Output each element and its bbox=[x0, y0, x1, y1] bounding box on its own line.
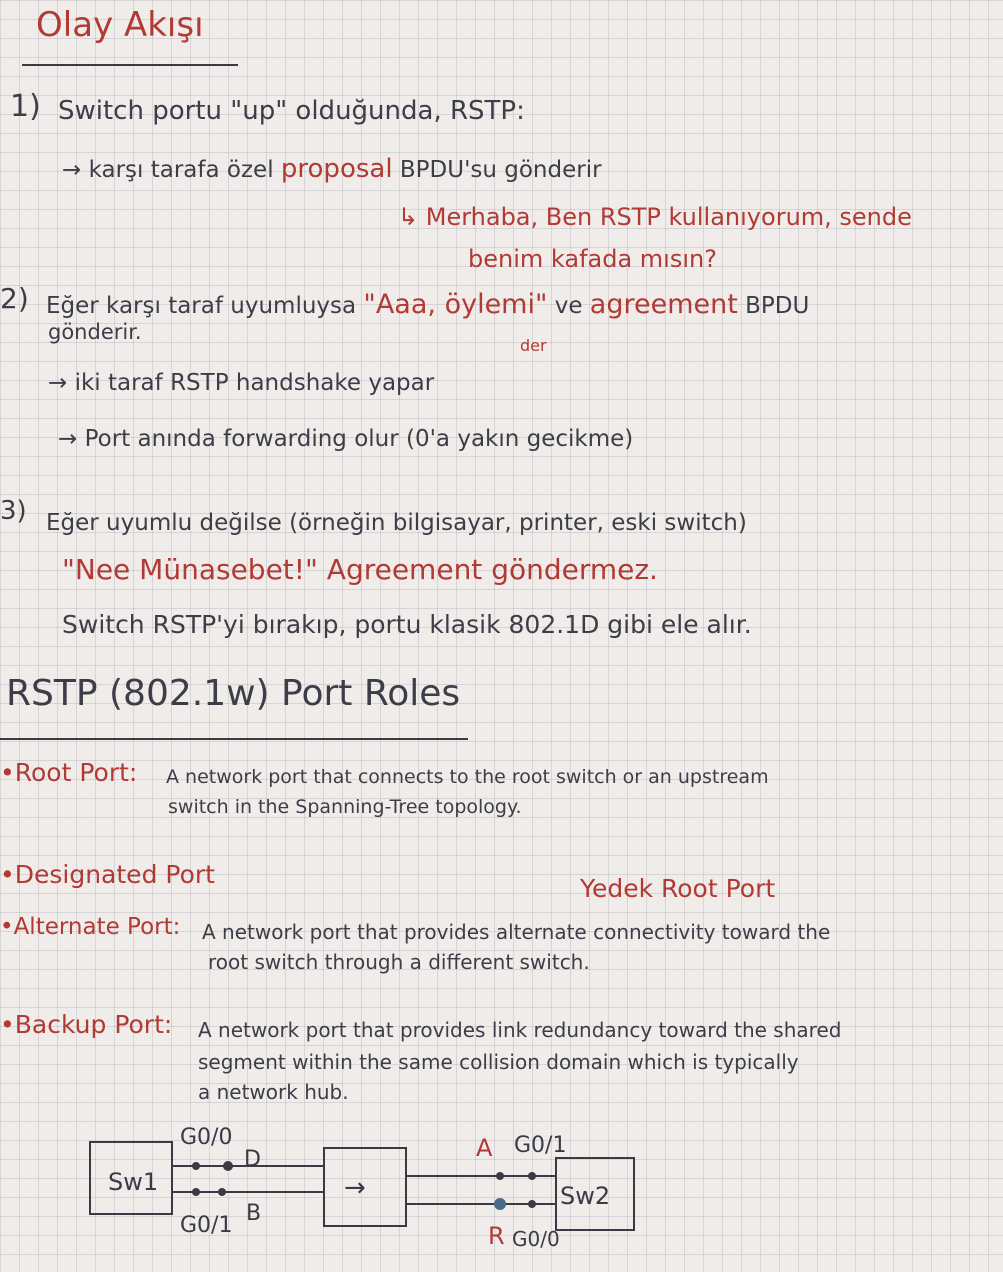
step2-number: 2) bbox=[0, 282, 29, 315]
step2-arrow-2: → Port anında forwarding olur (0'a yakın gecikme) bbox=[58, 426, 634, 452]
sw1-top-port-label: G0/0 bbox=[180, 1125, 233, 1150]
step3-number: 3) bbox=[0, 496, 27, 526]
step1-number: 1) bbox=[10, 89, 41, 124]
step3-text-1: Eğer uyumlu değilse (örneğin bilgisayar, printer, eski switch) bbox=[46, 510, 747, 536]
sw1-label: Sw1 bbox=[108, 1168, 159, 1196]
backup-port-desc-2: segment within the same collision domain which is typically bbox=[198, 1050, 799, 1074]
sw1-bottom-port-dot-2 bbox=[218, 1188, 226, 1196]
alternate-port-desc-2: root switch through a different switch. bbox=[208, 950, 590, 974]
yedek-root-note: Yedek Root Port bbox=[580, 874, 776, 903]
designated-port-label: •Designated Port bbox=[0, 860, 215, 889]
step1-line-a-prefix: → karşı tarafa özel bbox=[62, 157, 274, 183]
sw1-bottom-port-label: G0/1 bbox=[180, 1213, 233, 1238]
section-title: RSTP (802.1w) Port Roles bbox=[6, 673, 461, 714]
step1-quote-2: benim kafada mısın? bbox=[468, 245, 717, 273]
alternate-port-label: •Alternate Port: bbox=[0, 914, 181, 940]
sw1-top-port-dot bbox=[192, 1162, 200, 1170]
step1-quote-1: ↳ Merhaba, Ben RSTP kullanıyorum, sende bbox=[398, 203, 912, 231]
root-port-desc-1: A network port that connects to the root switch or an upstream bbox=[166, 766, 769, 788]
sw2-root-port-dot bbox=[494, 1198, 506, 1210]
sw1-top-role: D bbox=[244, 1147, 261, 1172]
step2-quote: "Aaa, öylemi" bbox=[363, 289, 548, 320]
sw1-top-port-dot-2 bbox=[223, 1161, 233, 1171]
step1-proposal: proposal bbox=[280, 154, 393, 184]
sw2-top-port-dot-2 bbox=[528, 1172, 536, 1180]
step1-line-a-suffix: BPDU'su gönderir bbox=[399, 157, 602, 183]
sw1-bottom-role: B bbox=[246, 1201, 262, 1226]
sw2-label: Sw2 bbox=[560, 1182, 611, 1210]
sw2-bottom-role: R bbox=[488, 1222, 505, 1250]
sw1-bottom-port-dot bbox=[192, 1188, 200, 1196]
step2-de-note: der bbox=[520, 336, 547, 355]
sw2-bottom-port-label: G0/0 bbox=[512, 1227, 560, 1251]
page-title: Olay Akışı bbox=[36, 5, 204, 45]
root-port-desc-2: switch in the Spanning-Tree topology. bbox=[168, 796, 522, 818]
sw2-top-port-label: G0/1 bbox=[514, 1133, 567, 1158]
sw2-bottom-port-dot-2 bbox=[528, 1200, 536, 1208]
step2-agreement: agreement bbox=[589, 289, 738, 320]
step3-quote: "Nee Münasebet!" Agreement göndermez. bbox=[62, 553, 658, 586]
sw2-top-role: A bbox=[476, 1134, 493, 1162]
step2-text-cont: gönderir. bbox=[48, 320, 142, 344]
step3-text-2: Switch RSTP'yi bırakıp, portu klasik 802.1D gibi ele alır. bbox=[62, 610, 752, 639]
sw2-top-port-dot bbox=[496, 1172, 504, 1180]
backup-port-desc-1: A network port that provides link redundancy toward the shared bbox=[198, 1018, 842, 1042]
step2-arrow-1: → iki taraf RSTP handshake yapar bbox=[48, 370, 435, 396]
hub-arrow: → bbox=[344, 1173, 366, 1203]
backup-port-desc-3: a network hub. bbox=[198, 1080, 349, 1104]
step2-text-1: Eğer karşı taraf uyumluysa bbox=[46, 293, 357, 319]
backup-port-label: •Backup Port: bbox=[0, 1010, 173, 1039]
alternate-port-desc-1: A network port that provides alternate connectivity toward the bbox=[202, 920, 831, 944]
step1-text: Switch portu "up" olduğunda, RSTP: bbox=[58, 96, 525, 126]
step2-text-3: BPDU bbox=[745, 293, 810, 319]
root-port-label: •Root Port: bbox=[0, 758, 138, 787]
step2-text-2: ve bbox=[554, 293, 583, 319]
